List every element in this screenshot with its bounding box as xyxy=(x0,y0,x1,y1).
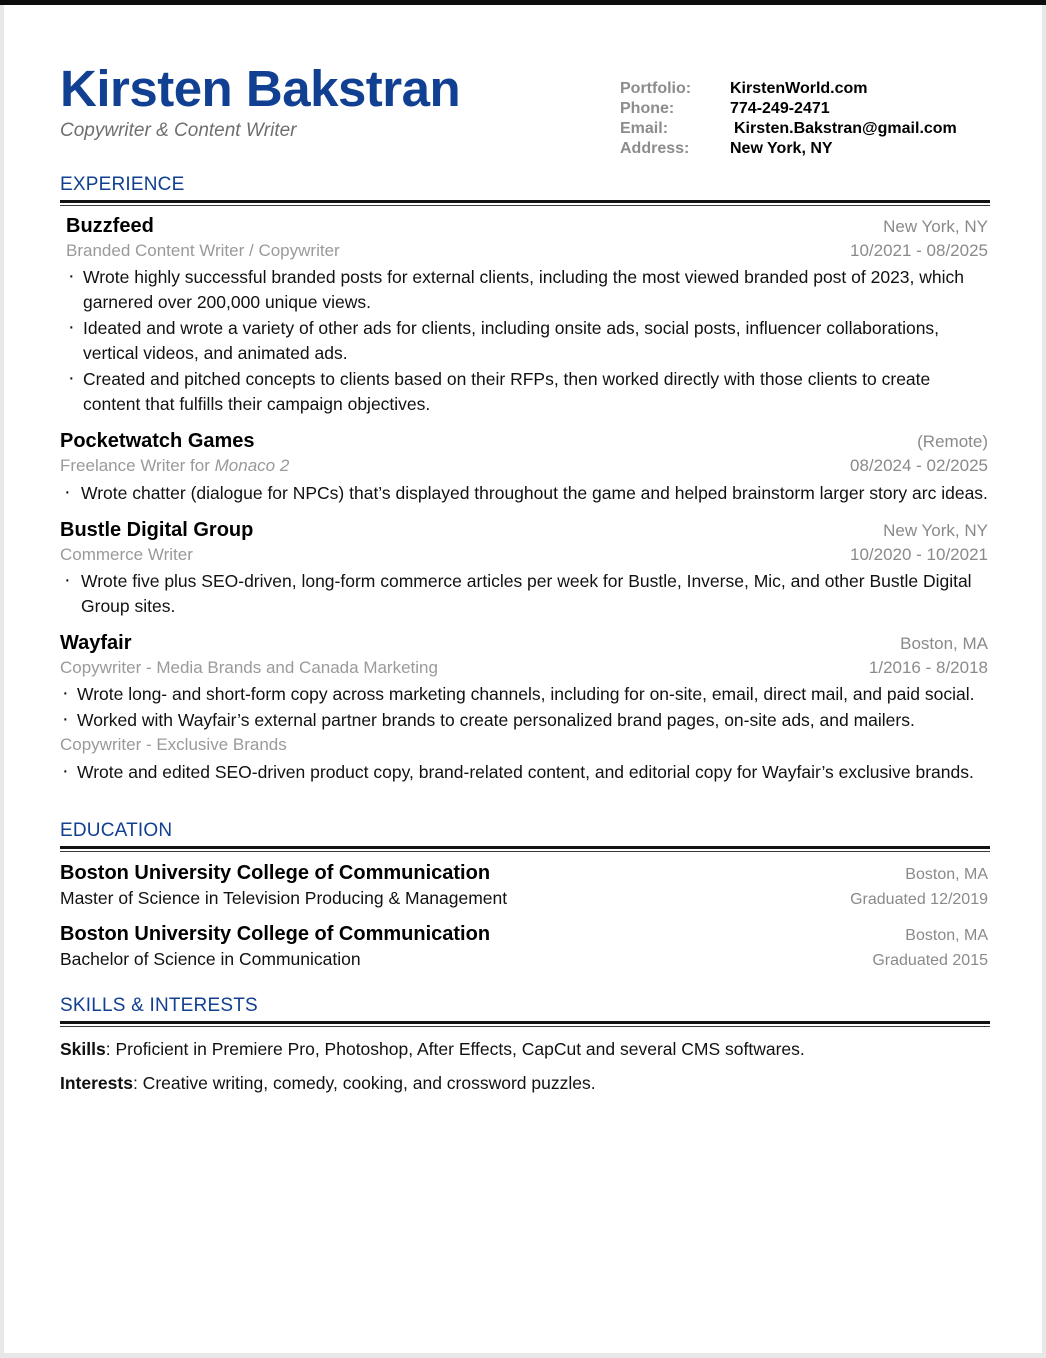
section-title-skills: SKILLS & INTERESTS xyxy=(60,995,258,1017)
contact-row-email xyxy=(620,119,988,139)
section-divider-education xyxy=(60,846,990,852)
entry-subheader xyxy=(60,658,988,678)
section-title-experience: EXPERIENCE xyxy=(60,174,185,195)
employer-name: Buzzfeed xyxy=(66,214,154,237)
entry-header xyxy=(60,632,988,655)
contact-row-portfolio xyxy=(620,79,988,99)
degree-name: Master of Science in Television Producing & Management xyxy=(60,887,508,908)
entry-header xyxy=(60,923,988,946)
section-experience xyxy=(60,175,988,785)
education-entry-bachelors xyxy=(60,923,988,970)
list-item: · Worked with Wayfair’s external partner brands to create personalized brand pages, on-site ads, and mailers. xyxy=(60,708,988,733)
contact-value-portfolio[interactable]: KirstenWorld.com xyxy=(730,80,868,97)
degree-name: Bachelor of Science in Communication xyxy=(60,948,361,969)
graduation-date: Graduated 2015 xyxy=(872,951,988,969)
skills-line xyxy=(60,1039,988,1061)
employer-location: (Remote) xyxy=(917,432,988,452)
contact-row-address xyxy=(620,139,988,159)
experience-entry-buzzfeed xyxy=(60,215,988,417)
employer-location: New York, NY xyxy=(883,216,988,236)
employer-location: Boston, MA xyxy=(900,634,988,654)
job-bullet-list xyxy=(60,569,988,619)
job-bullet-list xyxy=(60,682,988,733)
graduation-date: Graduated 12/2019 xyxy=(850,890,988,908)
school-name: Boston University College of Communication xyxy=(60,922,491,945)
school-name: Boston University College of Communication xyxy=(60,861,491,884)
experience-entry-bustle-digital-group xyxy=(60,519,988,619)
interests-text: : Creative writing, comedy, cooking, and crossword puzzles. xyxy=(132,1072,596,1093)
professional-tagline: Copywriter & Content Writer xyxy=(60,120,297,141)
contact-row-phone xyxy=(620,99,988,119)
job-title-prefix: Freelance Writer for xyxy=(60,456,215,476)
job-bullet-list-secondary xyxy=(60,760,988,785)
list-item: · Wrote highly successful branded posts for external clients, including the most viewed branded post of 2023, which garnered over 200,000 unique views. xyxy=(66,265,988,315)
contact-label-phone: Phone: xyxy=(620,100,675,117)
job-dates: 08/2024 - 02/2025 xyxy=(849,456,988,476)
employer-name: Wayfair xyxy=(60,632,132,655)
list-item: · Wrote long- and short-form copy across marketing channels, including for on-site, email, direct mail, and paid social. xyxy=(60,682,988,707)
section-title-education: EDUCATION xyxy=(60,819,173,841)
section-education xyxy=(60,821,988,970)
skills-text: : Proficient in Premiere Pro, Photoshop, After Effects, CapCut and several CMS softwares. xyxy=(105,1039,805,1059)
job-dates: 10/2021 - 08/2025 xyxy=(849,240,988,260)
job-bullet-list xyxy=(60,481,988,506)
contact-label-address: Address: xyxy=(620,140,690,157)
section-divider-experience xyxy=(60,200,990,206)
job-bullet-list xyxy=(66,265,988,417)
employer-name: Pocketwatch Games xyxy=(60,430,255,453)
contact-label-portfolio: Portfolio: xyxy=(620,80,692,97)
entry-subheader xyxy=(60,888,988,909)
entry-subheader xyxy=(60,949,988,970)
list-item: · Wrote and edited SEO-driven product copy, brand-related content, and editorial copy for Wayfair’s exclusive brands. xyxy=(60,760,988,785)
section-skills-interests xyxy=(60,996,988,1095)
identity-block xyxy=(60,60,620,142)
experience-entry-wayfair xyxy=(60,632,988,785)
resume-page xyxy=(4,5,1042,1353)
experience-entry-pocketwatch-games xyxy=(60,430,988,505)
job-title-secondary: Copywriter - Exclusive Brands xyxy=(60,735,287,755)
list-item: · Wrote chatter (dialogue for NPCs) that’s displayed throughout the game and helped brainstorm larger story arc ideas. xyxy=(60,481,988,506)
interests-label: Interests xyxy=(60,1072,133,1093)
resume-header xyxy=(60,5,988,159)
entry-subheader xyxy=(60,545,988,565)
employer-name: Bustle Digital Group xyxy=(60,518,254,541)
list-item: · Wrote five plus SEO-driven, long-form commerce articles per week for Bustle, Inverse, Mic, and other Bustle Digital Group sites. xyxy=(60,569,988,619)
entry-header xyxy=(60,519,988,542)
list-item: · Created and pitched concepts to clients based on their RFPs, then worked directly with those clients to create content that fulfills their campaign objectives. xyxy=(66,367,988,417)
contact-block xyxy=(620,63,988,159)
contact-label-email: Email: xyxy=(620,120,669,137)
job-title-project: Monaco 2 xyxy=(214,456,290,476)
interests-line xyxy=(60,1073,988,1095)
job-title: Commerce Writer xyxy=(60,544,193,564)
contact-value-address: New York, NY xyxy=(730,140,833,157)
entry-header xyxy=(60,862,988,885)
entry-subheader xyxy=(60,456,988,476)
page-title: Kirsten Bakstran xyxy=(60,60,461,117)
school-location: Boston, MA xyxy=(905,926,988,944)
section-divider-skills xyxy=(60,1021,990,1027)
contact-value-email[interactable]: Kirsten.Bakstran@gmail.com xyxy=(734,120,957,137)
job-title: Branded Content Writer / Copywriter xyxy=(66,240,340,260)
employer-location: New York, NY xyxy=(883,520,988,540)
job-dates: 1/2016 - 8/2018 xyxy=(868,658,988,678)
entry-header xyxy=(66,215,988,238)
entry-header xyxy=(60,430,988,453)
contact-value-phone[interactable]: 774-249-2471 xyxy=(730,100,830,117)
entry-subheader xyxy=(66,241,988,261)
job-dates: 10/2020 - 10/2021 xyxy=(849,544,988,564)
job-title: Copywriter - Media Brands and Canada Marketing xyxy=(60,658,438,678)
list-item: · Ideated and wrote a variety of other ads for clients, including onsite ads, social posts, influencer collaborations, vertical videos, and animated ads. xyxy=(66,316,988,366)
skills-label: Skills xyxy=(60,1039,106,1059)
job-title xyxy=(60,456,289,476)
school-location: Boston, MA xyxy=(905,865,988,883)
education-entry-masters xyxy=(60,862,988,909)
